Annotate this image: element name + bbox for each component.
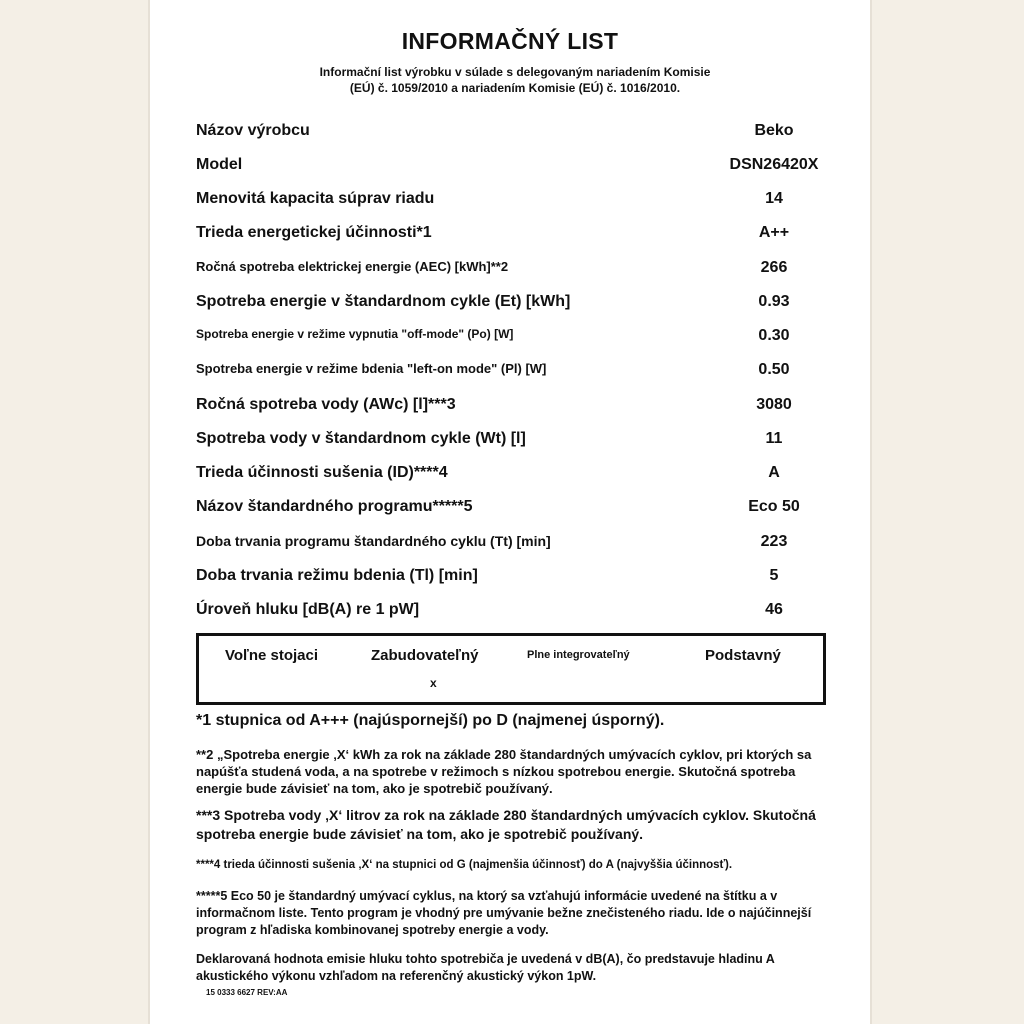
spec-value: 223 [760, 533, 788, 550]
footnote-noise-emission: Deklarovaná hodnota emisie hluku tohto spotrebiča je uvedená v dB(A), čo predstavuje hladinu A akustického výkonu vzhľadom na referenčný akustický výkon 1pW. [196, 952, 775, 983]
spec-label: Spotreba energie v štandardnom cykle (Et) [kWh] [196, 293, 571, 310]
spec-value: A [768, 464, 780, 481]
spec-label: Ročná spotreba vody (AWc) [l]***3 [196, 396, 456, 413]
spec-label: Spotreba energie v režime vypnutia "off-mode" (Po) [W] [196, 327, 514, 341]
spec-label: Ročná spotreba elektrickej energie (AEC) [kWh]**2 [196, 259, 509, 274]
spec-value: 14 [765, 190, 783, 207]
spec-label: Model [196, 156, 243, 173]
spec-row [196, 533, 836, 557]
spec-label: Spotreba vody v štandardnom cykle (Wt) [l] [196, 430, 526, 447]
spec-label: Doba trvania programu štandardného cyklu (Tt) [min] [196, 533, 551, 549]
spec-value: Beko [754, 122, 794, 139]
footnote-standard-program: *****5 Eco 50 je štandardný umývací cyklus, na ktorý sa vzťahujú informácie uvedené na štítku a v informačnom liste. Tento program je vhodný pre umývanie bežne znečisteného riadu. Ide o najúčinnejší program z hľadiska kombinovanej spotreby energie a vody. [196, 889, 812, 937]
spec-row [196, 567, 836, 591]
info-sheet [148, 0, 872, 1024]
spec-label: Trieda účinnosti sušenia (ID)****4 [196, 464, 448, 481]
installation-selected-mark: x [430, 676, 437, 690]
spec-value: 46 [765, 601, 783, 618]
spec-row [196, 430, 836, 454]
spec-value: 266 [760, 259, 788, 276]
spec-label: Trieda energetickej účinnosti*1 [196, 224, 432, 241]
spec-value: 5 [769, 567, 779, 584]
spec-row [196, 327, 836, 351]
footnote-drying-class: ****4 trieda účinnosti sušenia ‚X‘ na stupnici od G (najmenšia účinnosť) do A (najvyššia účinnosť). [196, 859, 733, 871]
spec-label: Spotreba energie v režime bdenia "left-on mode" (Pl) [W] [196, 361, 547, 376]
document-subtitle: Informační list výrobku v súlade s delegovaným nariadením Komisie (EÚ) č. 1059/2010 a nariadením Komisie (EÚ) č. 1016/2010. [319, 65, 711, 95]
footnote-water-consumption: ***3 Spotreba vody ‚X‘ litrov za rok na základe 280 štandardných umývacích cyklov. Skutočná spotreba energie bude závisieť na tom, ako je spotrebič používaný. [196, 807, 816, 842]
spec-row [196, 498, 836, 522]
installation-built-in: Zabudovateľný [371, 647, 479, 664]
spec-value: A++ [758, 224, 790, 241]
spec-row [196, 156, 836, 180]
spec-row [196, 396, 836, 420]
spec-value: 11 [765, 430, 783, 447]
spec-label: Úroveň hluku [dB(A) re 1 pW] [196, 601, 420, 618]
installation-free-standing: Voľne stojaci [225, 647, 319, 664]
installation-type-box [196, 633, 826, 705]
installation-fully-integrated: Plne integrovateľný [527, 649, 630, 661]
document-title: INFORMAČNÝ LIST [401, 28, 619, 54]
footnote-energy-scale: *1 stupnica od A+++ (najúspornejší) po D (najmenej úsporný). [196, 712, 665, 729]
spec-row [196, 190, 836, 214]
spec-value: 0.30 [758, 327, 790, 344]
footnote-energy-consumption: **2 „Spotreba energie ‚X‘ kWh za rok na základe 280 štandardných umývacích cyklov, pri ktorých sa napúšťa studená voda, a na spotrebe v režimoch s nízkou spotrebou energie. Skutočná spotreba energie bude závisieť na tom, ako je spotrebič používaný. [196, 747, 812, 796]
installation-under-counter: Podstavný [705, 647, 781, 664]
spec-row [196, 224, 836, 248]
spec-row [196, 122, 836, 146]
spec-label: Názov štandardného programu*****5 [196, 498, 473, 515]
spec-value: DSN26420X [729, 156, 819, 173]
spec-value: 0.50 [758, 361, 790, 378]
spec-row [196, 259, 836, 283]
spec-label: Menovitá kapacita súprav riadu [196, 190, 435, 207]
spec-label: Doba trvania režimu bdenia (Tl) [min] [196, 567, 478, 584]
spec-label: Názov výrobcu [196, 122, 310, 139]
spec-row [196, 464, 836, 488]
spec-row [196, 361, 836, 385]
spec-value: Eco 50 [748, 498, 800, 515]
spec-row [196, 601, 836, 625]
document-code: 15 0333 6627 REV:AA [206, 988, 288, 997]
spec-value: 3080 [756, 396, 792, 413]
spec-row [196, 293, 836, 317]
spec-value: 0.93 [758, 293, 790, 310]
